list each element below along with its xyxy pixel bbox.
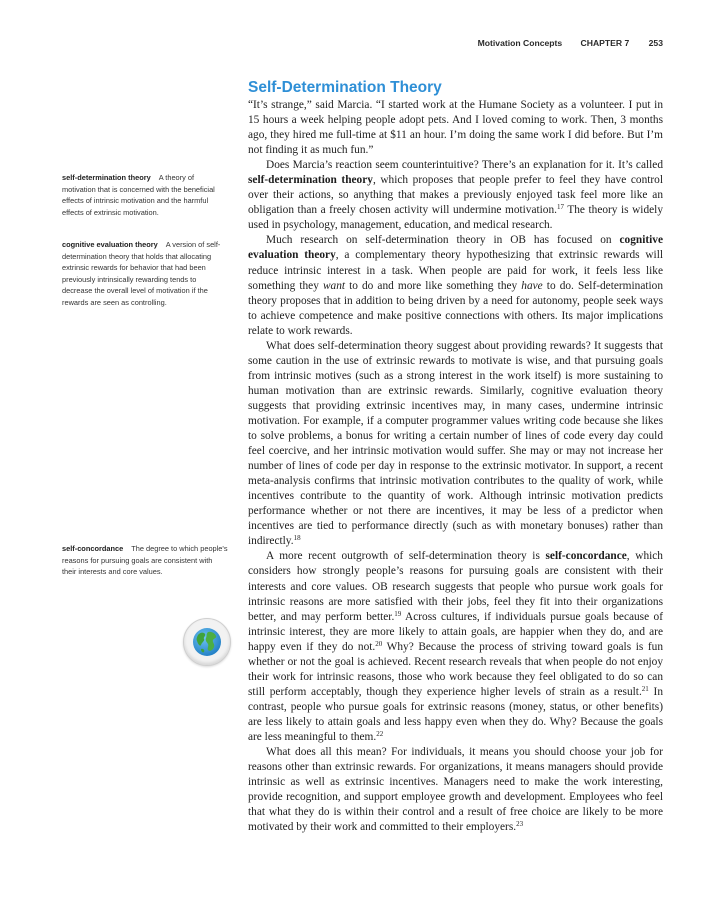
running-head-section: Motivation Concepts	[477, 38, 563, 48]
section-title: Self-Determination Theory	[248, 79, 442, 96]
globe-icon-graphic	[192, 627, 222, 657]
footnote-ref: 18	[293, 534, 301, 543]
glossary-term: self-determination theory	[62, 173, 151, 182]
glossary-entry-self-concordance	[62, 543, 228, 578]
emphasis: have	[521, 279, 543, 292]
paragraph-text: What does self-determination theory suggest about providing rewards? It suggests that some caution in the use of extrinsic rewards to motivate is wise, and that pursuing goals from intrinsic motives (such as a strong interest in the work itself) is more sustaining to human motivation than are extrinsic rewards. Similarly, cognitive evaluation theory suggests that providing extrinsic incentives may, in many cases, undermine intrinsic motivation. For example, if a computer programmer values writing code because she likes to solve problems, a bonus for writing a certain number of lines of code every day could feel coercive, and her intrinsic motivation would suffer. She may or may not increase her number of lines of code per day in response to the extrinsic motivator. In support, a recent meta-analysis confirms that intrinsic motivation contributes to the quality of work, while incentives contribute to the quantity of work. Although intrinsic motivation predicts performance whether or not there are incentives, it may be less of a predictor when incentives are tied to performance directly (such as with monetary bonuses) rather than indirectly.	[248, 339, 663, 548]
glossary-term: self-concordance	[62, 544, 124, 553]
body-text	[248, 98, 663, 835]
paragraph-text: Across cultures, if individuals pursue goals because of intrinsic interest, they are more likely to attain goals, are happier when they do, and are happy even if they do not.	[248, 610, 663, 653]
paragraph-text: , which proposes that people prefer to feel they have control over their actions, so anything that makes a previously enjoyed task feel more like an obligation than a freely chosen activity will undermine motivation.	[248, 174, 663, 217]
paragraph-text: A more recent outgrowth of self-determination theory is	[266, 550, 546, 563]
paragraph-text: , which considers how strongly people’s reasons for pursuing goals are consistent with their interests and core values. OB research suggests that people who pursue work goals for intrinsic reasons are more satisfied with their jobs, feel they fit into their organizations better, and may perform better.	[248, 550, 663, 623]
footnote-ref: 17	[556, 203, 564, 212]
paragraph-4	[248, 339, 663, 550]
glossary-entry-self-determination-theory	[62, 172, 228, 218]
key-term: self-determination theory	[248, 174, 373, 187]
paragraph-text: What does all this mean? For individuals, it means you should choose your job for reasons other than extrinsic rewards. For organizations, it means managers should provide intrinsic as well as extrinsic incentives. Managers need to make the work interesting, provide recognition, and support employee growth and development. Employees who feel that what they do is within their control and a result of free choice are likely to be more motivated by their work and committed to their employers.	[248, 746, 663, 834]
paragraph-5	[248, 549, 663, 745]
paragraph-text: to do. Self-determination theory proposes that in addition to being driven by a need for autonomy, people seek ways to achieve competence and make positive connections with others. Its major implications relate to work rewards.	[248, 279, 664, 337]
paragraph-1	[248, 98, 663, 158]
running-head-chapter: CHAPTER 7	[580, 38, 630, 48]
glossary-definition: A theory of motivation that is concerned with the beneficial effects of intrinsic motivation and the harmful effects of extrinsic motivation.	[62, 173, 215, 217]
paragraph-text: , a complementary theory hypothesizing that extrinsic rewards will reduce intrinsic interest in a task. When people are paid for work, it feels less like something they	[248, 249, 663, 292]
page-number: 253	[648, 38, 663, 48]
emphasis: want	[322, 279, 346, 292]
glossary-definition: A version of self-determination theory that holds that allocating extrinsic rewards for behavior that had been previously intrinsically rewarding tends to decrease the overall level of motivation if the rewards are seen as controlling.	[62, 240, 221, 307]
footnote-ref: 22	[376, 729, 384, 738]
globe-icon	[183, 618, 231, 666]
footnote-ref: 19	[394, 609, 402, 618]
footnote-ref: 21	[641, 684, 649, 693]
paragraph-text: Why? Because the process of striving toward goals is fun whether or not the goal is achieved. Recent research reveals that when people do not enjoy their work for intrinsic reasons, those who work because they feel obligated to do so can still perform acceptably, though they experience higher levels of strain as a result.	[248, 640, 663, 698]
running-head	[478, 38, 663, 48]
glossary-definition: The degree to which people's reasons for pursuing goals are consistent with their interests and core values.	[62, 544, 228, 576]
paragraph-text: “It’s strange,” said Marcia. “I started work at the Humane Society as a volunteer. I put in 15 hours a week helping people adopt pets. And I loved coming to work. Then, 3 months ago, they hired me full-time at $11 an hour. I’m doing the same work I did before. But I’m not finding it as much fun.”	[248, 99, 663, 157]
footnote-ref: 23	[516, 820, 524, 829]
glossary-entry-cognitive-evaluation-theory	[62, 239, 228, 308]
paragraph-text: Does Marcia’s reaction seem counterintuitive? There’s an explanation for it. It’s called	[266, 159, 663, 172]
paragraph-2	[248, 158, 663, 233]
footnote-ref: 20	[375, 639, 383, 648]
paragraph-text: Much research on self-determination theory in OB has focused on	[266, 234, 620, 247]
paragraph-3	[248, 233, 663, 338]
paragraph-6	[248, 745, 663, 835]
glossary-term: cognitive evaluation theory	[62, 240, 158, 249]
paragraph-text: to do and more like something they	[345, 279, 522, 292]
paragraph-text: In contrast, people who pursue goals for extrinsic reasons (money, status, or other benefits) are less likely to attain goals and less happy even when they do. Why? Because the goals are less meaningful to them.	[248, 685, 663, 743]
paragraph-text: The theory is widely used in psychology, management, education, and medical research.	[248, 204, 663, 232]
key-term: cognitive evaluation theory	[248, 234, 663, 262]
key-term: self-concordance	[545, 550, 627, 563]
